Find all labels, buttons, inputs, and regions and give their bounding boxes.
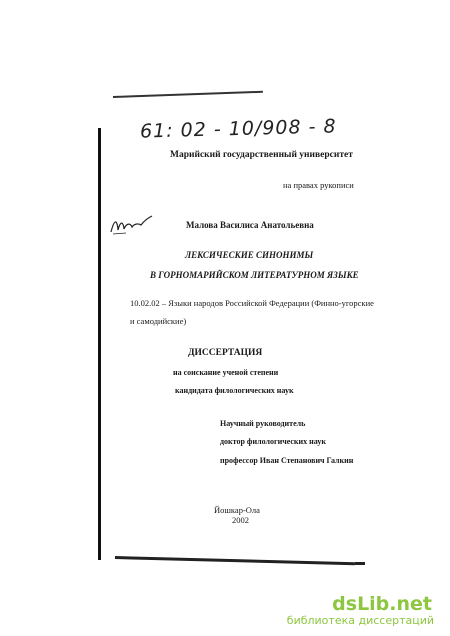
thesis-title-line-2: В ГОРНОМАРИЙСКОМ ЛИТЕРАТУРНОМ ЯЗЫКЕ [150,270,359,280]
advisor-label: Научный руководитель [220,419,306,428]
advisor-degree: доктор филологических наук [220,437,326,446]
scan-edge-top [113,91,263,98]
handwritten-call-number: 61: 02 - 10/908 - 8 [139,115,337,143]
watermark-logo[interactable]: dsLib.net [332,593,432,615]
document-type: ДИССЕРТАЦИЯ [188,348,263,358]
specialty-line-1: 10.02.02 – Языки народов Российской Федерации (Финно-угорские [130,298,374,308]
specialty-line-2: и самодийские) [130,316,187,326]
manuscript-rights-note: на правах рукописи [283,180,354,190]
advisor-name: профессор Иван Степанович Галкин [220,456,354,465]
university-name: Марийский государственный университет [170,150,353,160]
thesis-title-line-1: ЛЕКСИЧЕСКИЕ СИНОНИМЫ [185,250,314,260]
city: Йошкар-Ола [214,505,260,515]
degree-line-2: кандидата филологических наук [175,386,294,395]
scan-edge-left [98,128,101,560]
year: 2002 [232,515,249,525]
scan-edge-bottom [115,556,355,565]
scan-edge-bottom-tail [355,562,365,565]
author-name: Малова Василиса Анатольевна [186,220,314,230]
degree-line-1: на соискание ученой степени [173,368,279,377]
watermark-subtitle: библиотека диссертаций [286,614,434,627]
handwritten-signature [108,212,154,240]
